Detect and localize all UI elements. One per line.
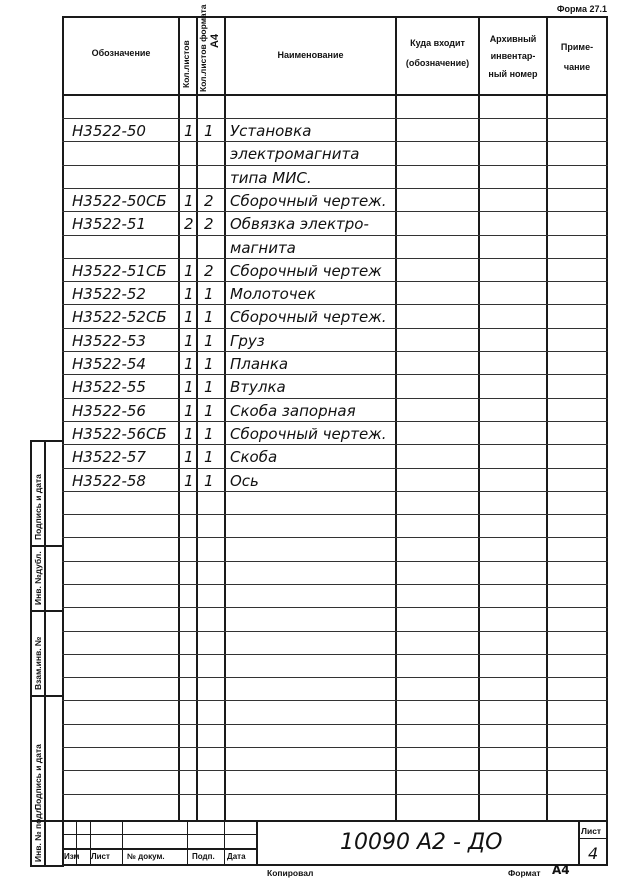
row-format: 1 [204, 308, 214, 326]
row-divider [62, 700, 608, 701]
row-divider [62, 118, 608, 119]
row-divider [62, 584, 608, 585]
row-format: 2 [204, 262, 214, 280]
row-name: Груз [230, 332, 265, 350]
row-name: Скоба запорная [230, 402, 356, 420]
row-code: Н3522-54 [72, 355, 146, 373]
row-divider [62, 537, 608, 538]
row-name: Скоба [230, 448, 278, 466]
side-sign-date-1: Подпись и дата [33, 744, 43, 810]
row-sheets: 1 [184, 425, 194, 443]
row-format: 1 [204, 332, 214, 350]
row-divider [62, 304, 608, 305]
footer-format-label: Формат [508, 868, 541, 878]
row-code: Н3522-55 [72, 378, 146, 396]
header-archive-line2: инвентар- [490, 51, 536, 62]
row-format: 1 [204, 402, 214, 420]
row-code: Н3522-56СБ [72, 425, 167, 443]
row-divider [62, 351, 608, 352]
row-name: типа МИС. [230, 169, 312, 187]
row-divider [62, 211, 608, 212]
header-where [397, 38, 478, 70]
row-name: магнита [230, 239, 296, 257]
row-divider [62, 258, 608, 259]
row-divider [62, 188, 608, 189]
header-note-line2: чание [563, 62, 591, 73]
row-name: Втулка [230, 378, 286, 396]
row-name: Сборочный чертеж. [230, 425, 387, 443]
footer-format-value: А4 [552, 863, 570, 877]
row-name: электромагнита [230, 145, 360, 163]
footer-copied: Копировал [267, 868, 314, 878]
row-sheets: 1 [184, 378, 194, 396]
row-divider [62, 374, 608, 375]
stamp-izm: Изм [64, 852, 80, 861]
side-vzam-inv: Взам.инв. № [33, 636, 43, 690]
stamp-sign: Подп. [192, 852, 215, 861]
header-format-mark: А4 [209, 33, 221, 48]
row-divider [62, 677, 608, 678]
header-archive-line3: ный номер [488, 68, 538, 79]
row-divider [62, 607, 608, 608]
header-where-line2: (обозначение) [405, 58, 470, 69]
stamp-doc-no: № докум. [127, 852, 165, 861]
row-divider [62, 421, 608, 422]
row-sheets: 1 [184, 192, 194, 210]
row-code: Н3522-56 [72, 402, 146, 420]
row-sheets: 1 [184, 262, 194, 280]
row-divider [62, 165, 608, 166]
side-inv-dubl: Инв. №дубл. [33, 551, 43, 605]
row-divider [62, 444, 608, 445]
row-format: 1 [204, 355, 214, 373]
row-format: 1 [204, 425, 214, 443]
row-sheets: 1 [184, 122, 194, 140]
header-archive [480, 34, 546, 80]
side-inv-podl: Инв. № подл. [33, 805, 43, 862]
row-divider [62, 398, 608, 399]
row-sheets: 1 [184, 332, 194, 350]
stamp-sheet-label: Лист [581, 826, 602, 836]
header-name: Наименование [277, 50, 344, 60]
row-format: 1 [204, 285, 214, 303]
row-code: Н3522-51 [72, 215, 146, 233]
row-sheets: 1 [184, 402, 194, 420]
header-sheet-count: Кол.листов [181, 40, 191, 88]
row-sheets: 1 [184, 355, 194, 373]
row-code: Н3522-50СБ [72, 192, 167, 210]
row-divider [62, 747, 608, 748]
row-format: 1 [204, 448, 214, 466]
row-format: 1 [204, 122, 214, 140]
header-archive-line1: Архивный [489, 34, 537, 44]
row-sheets: 1 [184, 472, 194, 490]
row-divider [62, 328, 608, 329]
side-sign-date-2: Подпись и дата [33, 474, 43, 540]
row-code: Н3522-50 [72, 122, 146, 140]
row-format: 1 [204, 472, 214, 490]
row-divider [62, 654, 608, 655]
row-code: Н3522-52СБ [72, 308, 167, 326]
row-divider [62, 631, 608, 632]
row-name: Молоточек [230, 285, 316, 303]
row-sheets: 1 [184, 308, 194, 326]
row-divider [62, 794, 608, 795]
header-designation: Обозначение [91, 48, 151, 58]
row-divider [62, 491, 608, 492]
row-divider [62, 141, 608, 142]
row-name: Сборочный чертеж. [230, 308, 387, 326]
row-divider [62, 561, 608, 562]
row-code: Н3522-57 [72, 448, 146, 466]
stamp-date: Дата [227, 852, 246, 861]
row-name: Планка [230, 355, 289, 373]
row-divider [62, 724, 608, 725]
row-code: Н3522-51СБ [72, 262, 167, 280]
stamp-sheet-number: 4 [588, 844, 599, 863]
row-sheets: 1 [184, 285, 194, 303]
row-name: Установка [230, 122, 312, 140]
row-format: 1 [204, 378, 214, 396]
row-format: 2 [204, 215, 214, 233]
header-note-line1: Приме- [560, 42, 594, 52]
row-divider [62, 770, 608, 771]
row-code: Н3522-53 [72, 332, 146, 350]
row-sheets: 1 [184, 448, 194, 466]
row-sheets: 2 [184, 215, 194, 233]
row-name: Сборочный чертеж [230, 262, 382, 280]
row-code: Н3522-52 [72, 285, 146, 303]
row-format: 2 [204, 192, 214, 210]
row-name: Ось [230, 472, 259, 490]
stamp-list: Лист [91, 852, 110, 861]
header-sheet-count-format: Кол.листов формата [198, 4, 208, 92]
row-divider [62, 281, 608, 282]
document-code: 10090 А2 - ДО [340, 830, 503, 855]
row-code: Н3522-58 [72, 472, 146, 490]
row-divider [62, 235, 608, 236]
row-divider [62, 514, 608, 515]
row-name: Сборочный чертеж. [230, 192, 387, 210]
row-divider [62, 468, 608, 469]
form-label: Форма 27.1 [556, 4, 607, 14]
header-where-line1: Куда входит [410, 38, 465, 48]
header-note [548, 42, 606, 74]
row-name: Обвязка электро- [230, 215, 369, 233]
